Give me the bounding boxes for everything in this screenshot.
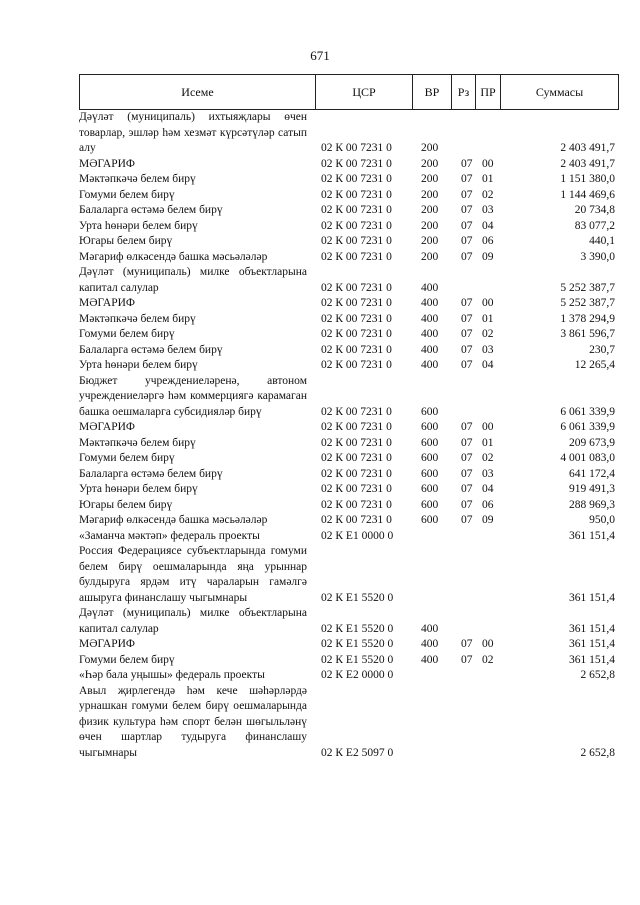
row-vr: 200 [421, 219, 439, 232]
column-header-pr: ПР [476, 75, 501, 110]
row-amount: 20 734,8 [574, 204, 615, 216]
row-pr: 04 [482, 359, 494, 371]
row-pr: 01 [482, 436, 494, 449]
table-row [79, 296, 618, 312]
row-vr: 600 [421, 467, 439, 480]
row-rz: 07 [461, 421, 473, 433]
row-rz: 07 [461, 297, 473, 309]
row-pr: 04 [482, 219, 494, 232]
row-csr: 02 К 00 7231 0 [321, 157, 392, 170]
table-row [79, 188, 618, 204]
row-amount: 641 172,4 [569, 467, 615, 480]
row-amount: 2 652,8 [580, 669, 615, 681]
row-pr: 00 [482, 638, 494, 650]
row-vr: 400 [421, 328, 439, 340]
column-header-csr: ЦСР [316, 75, 413, 110]
row-csr: 02 К 00 7231 0 [321, 204, 392, 216]
row-csr: 02 К 00 7231 0 [321, 359, 392, 371]
table-row [79, 327, 618, 343]
row-rz: 07 [461, 173, 473, 185]
table-row [79, 110, 618, 157]
row-rz: 07 [461, 514, 473, 526]
row-amount: 3 861 596,7 [560, 328, 615, 340]
row-pr: 01 [482, 173, 494, 185]
row-name: Мәгариф өлкәсендә башка мәсьәләләр [79, 250, 268, 263]
row-rz: 07 [461, 219, 473, 232]
row-rz: 07 [461, 343, 473, 356]
row-rz: 07 [461, 250, 473, 263]
row-amount: 5 252 387,7 [560, 297, 615, 309]
row-pr: 00 [482, 421, 494, 433]
row-csr: 02 К Е1 5520 0 [321, 638, 394, 650]
row-name: Бюджет учреждениеләренә, автоном учреждениеләргә һәм коммерциягә карамаган башка оешмаларга субсидияләр бирү [79, 374, 307, 418]
row-amount: 288 969,3 [569, 498, 615, 511]
table-row [79, 637, 618, 653]
row-vr: 400 [421, 297, 439, 309]
row-vr: 200 [421, 173, 439, 185]
row-rz: 07 [461, 653, 473, 666]
row-rz: 07 [461, 483, 473, 495]
row-csr: 02 К 00 7231 0 [321, 467, 392, 480]
row-csr: 02 К 00 7231 0 [321, 452, 392, 464]
row-csr: 02 К Е1 5520 0 [321, 591, 394, 604]
table-header [79, 74, 619, 110]
row-amount: 950,0 [589, 514, 615, 526]
row-name: Урта һөнәри белем бирү [79, 219, 198, 232]
row-vr: 400 [421, 653, 439, 666]
row-amount: 230,7 [589, 343, 615, 356]
table-row [79, 265, 618, 296]
table-row [79, 343, 618, 359]
row-rz: 07 [461, 452, 473, 464]
row-name: Урта һөнәри белем бирү [79, 359, 198, 371]
row-csr: 02 К 00 7231 0 [321, 421, 392, 433]
row-csr: 02 К Е2 5097 0 [321, 746, 394, 759]
row-csr: 02 К 00 7231 0 [321, 483, 392, 495]
row-name: Урта һөнәри белем бирү [79, 483, 198, 495]
row-amount: 361 151,4 [569, 591, 615, 604]
row-name: МӘГАРИФ [79, 638, 136, 650]
row-name: Гомуми белем бирү [79, 653, 175, 666]
row-amount: 361 151,4 [569, 653, 615, 666]
row-csr: 02 К Е1 5520 0 [321, 622, 394, 635]
row-pr: 02 [482, 653, 494, 666]
row-rz: 07 [461, 328, 473, 340]
row-amount: 2 652,8 [580, 746, 615, 759]
row-csr: 02 К 00 7231 0 [321, 250, 392, 263]
row-amount: 83 077,2 [574, 219, 615, 232]
table-row [79, 451, 618, 467]
row-rz: 07 [461, 204, 473, 216]
row-pr: 03 [482, 204, 494, 216]
row-name: Гомуми белем бирү [79, 328, 175, 340]
row-csr: 02 К 00 7231 0 [321, 405, 392, 418]
row-rz: 07 [461, 157, 473, 170]
row-name: МӘГАРИФ [79, 421, 136, 433]
row-amount: 2 403 491,7 [560, 142, 615, 154]
row-vr: 600 [421, 483, 439, 495]
row-pr: 00 [482, 157, 494, 170]
row-amount: 1 378 294,9 [560, 312, 615, 325]
row-amount: 5 252 387,7 [560, 281, 615, 294]
row-amount: 361 151,4 [569, 529, 615, 542]
row-vr: 400 [421, 359, 439, 371]
table-row [79, 684, 618, 762]
row-name: Гомуми белем бирү [79, 188, 175, 201]
row-amount: 919 491,3 [569, 483, 615, 495]
table-row [79, 606, 618, 637]
row-csr: 02 К 00 7231 0 [321, 498, 392, 511]
row-csr: 02 К 00 7231 0 [321, 436, 392, 449]
row-rz: 07 [461, 312, 473, 325]
row-csr: 02 К 00 7231 0 [321, 173, 392, 185]
row-name: Дәүләт (муниципаль) ихтыяҗлары өчен товарлар, эшләр һәм хезмәт күрсәтүләр сатып алу [79, 111, 307, 154]
row-vr: 200 [421, 204, 439, 216]
table-row [79, 312, 618, 328]
row-csr: 02 К 00 7231 0 [321, 142, 392, 154]
row-rz: 07 [461, 467, 473, 480]
row-csr: 02 К 00 7231 0 [321, 312, 392, 325]
row-pr: 04 [482, 483, 494, 495]
table-row [79, 203, 618, 219]
row-name: Мәктәпкәчә белем бирү [79, 173, 196, 185]
row-name: Гомуми белем бирү [79, 452, 175, 464]
row-pr: 06 [482, 498, 494, 511]
row-vr: 400 [421, 622, 439, 635]
table-row [79, 668, 618, 684]
row-vr: 600 [421, 421, 439, 433]
row-rz: 07 [461, 436, 473, 449]
row-csr: 02 К 00 7231 0 [321, 328, 392, 340]
table-row [79, 529, 618, 545]
row-amount: 6 061 339,9 [560, 421, 615, 433]
budget-table-body [79, 110, 618, 761]
row-name: Балаларга өстәмә белем бирү [79, 343, 223, 356]
row-name: МӘГАРИФ [79, 297, 136, 309]
row-pr: 06 [482, 235, 494, 247]
row-vr: 200 [421, 235, 439, 247]
row-name: «Заманча мәктәп» федераль проекты [79, 529, 260, 542]
table-row [79, 467, 618, 483]
row-amount: 1 144 469,6 [560, 188, 615, 201]
row-amount: 2 403 491,7 [560, 157, 615, 170]
row-amount: 1 151 380,0 [560, 173, 615, 185]
row-name: Балаларга өстәмә белем бирү [79, 467, 223, 480]
row-rz: 07 [461, 359, 473, 371]
row-name: Мәгариф өлкәсендә башка мәсьәләләр [79, 514, 268, 526]
row-vr: 400 [421, 312, 439, 325]
row-rz: 07 [461, 235, 473, 247]
row-rz: 07 [461, 498, 473, 511]
row-amount: 361 151,4 [569, 622, 615, 635]
row-vr: 400 [421, 281, 439, 294]
row-amount: 4 001 083,0 [560, 452, 615, 464]
column-header-amount: Суммасы [501, 75, 619, 110]
row-csr: 02 К Е2 0000 0 [321, 669, 394, 681]
row-name: Югары белем бирү [79, 235, 173, 247]
row-pr: 02 [482, 452, 494, 464]
row-csr: 02 К Е1 5520 0 [321, 653, 394, 666]
row-name: Россия Федерациясе субъектларында гомуми белем бирү оешмаларында яңа урыннар булдыруга ярдәм итү чараларын гамәлгә ашыруга финанслашу чыгымнары [79, 545, 307, 604]
column-header-rz: Рз [452, 75, 476, 110]
row-name: Авыл җирлегендә һәм кече шәһәрләрдә урнашкан гомуми белем бирү оешмаларында физик культура һәм спорт белән шөгыльләнү өчен шартлар тудыруга финанслашу чыгымнары [79, 684, 307, 759]
table-row [79, 234, 618, 250]
row-vr: 200 [421, 142, 439, 154]
table-row [79, 219, 618, 235]
page-number: 671 [310, 48, 330, 63]
row-name: Дәүләт (муниципаль) милке объектларына капитал салулар [79, 607, 307, 635]
table-row [79, 172, 618, 188]
row-amount: 209 673,9 [569, 436, 615, 449]
row-amount: 3 390,0 [580, 250, 615, 263]
table-row [79, 358, 618, 374]
row-pr: 02 [482, 328, 494, 340]
row-name: МӘГАРИФ [79, 157, 136, 170]
row-rz: 07 [461, 638, 473, 650]
row-vr: 600 [421, 498, 439, 511]
row-vr: 600 [421, 514, 439, 526]
row-csr: 02 К 00 7231 0 [321, 235, 392, 247]
table-row [79, 544, 618, 606]
row-csr: 02 К 00 7231 0 [321, 514, 392, 526]
row-name: Югары белем бирү [79, 498, 173, 511]
table-row [79, 653, 618, 669]
row-csr: 02 К 00 7231 0 [321, 219, 392, 232]
row-csr: 02 К Е1 0000 0 [321, 529, 394, 542]
row-vr: 200 [421, 250, 439, 263]
row-vr: 400 [421, 343, 439, 356]
table-row [79, 436, 618, 452]
row-name: Дәүләт (муниципаль) милке объектларына капитал салулар [79, 266, 307, 294]
row-csr: 02 К 00 7231 0 [321, 343, 392, 356]
column-header-name: Исеме [80, 75, 316, 110]
row-amount: 361 151,4 [569, 638, 615, 650]
row-amount: 6 061 339,9 [560, 405, 615, 418]
table-row [79, 482, 618, 498]
row-vr: 400 [421, 638, 439, 650]
row-csr: 02 К 00 7231 0 [321, 297, 392, 309]
row-name: Балаларга өстәмә белем бирү [79, 204, 223, 216]
row-vr: 200 [421, 188, 439, 201]
table-row [79, 498, 618, 514]
row-amount: 440,1 [589, 235, 615, 247]
table-row [79, 157, 618, 173]
row-rz: 07 [461, 188, 473, 201]
row-vr: 600 [421, 436, 439, 449]
row-pr: 03 [482, 467, 494, 480]
row-csr: 02 К 00 7231 0 [321, 281, 392, 294]
row-vr: 600 [421, 452, 439, 464]
row-csr: 02 К 00 7231 0 [321, 188, 392, 201]
row-pr: 09 [482, 514, 494, 526]
row-vr: 200 [421, 157, 439, 170]
row-pr: 02 [482, 188, 494, 201]
table-row [79, 513, 618, 529]
table-row [79, 374, 618, 421]
row-name: Мәктәпкәчә белем бирү [79, 436, 196, 449]
row-pr: 00 [482, 297, 494, 309]
row-pr: 09 [482, 250, 494, 263]
table-row [79, 250, 618, 266]
column-header-vr: ВР [413, 75, 452, 110]
row-name: «Һәр бала уңышы» федераль проекты [79, 669, 265, 681]
row-pr: 03 [482, 343, 494, 356]
row-pr: 01 [482, 312, 494, 325]
row-name: Мәктәпкәчә белем бирү [79, 312, 196, 325]
table-row [79, 420, 618, 436]
row-amount: 12 265,4 [574, 359, 615, 371]
row-vr: 600 [421, 405, 439, 418]
